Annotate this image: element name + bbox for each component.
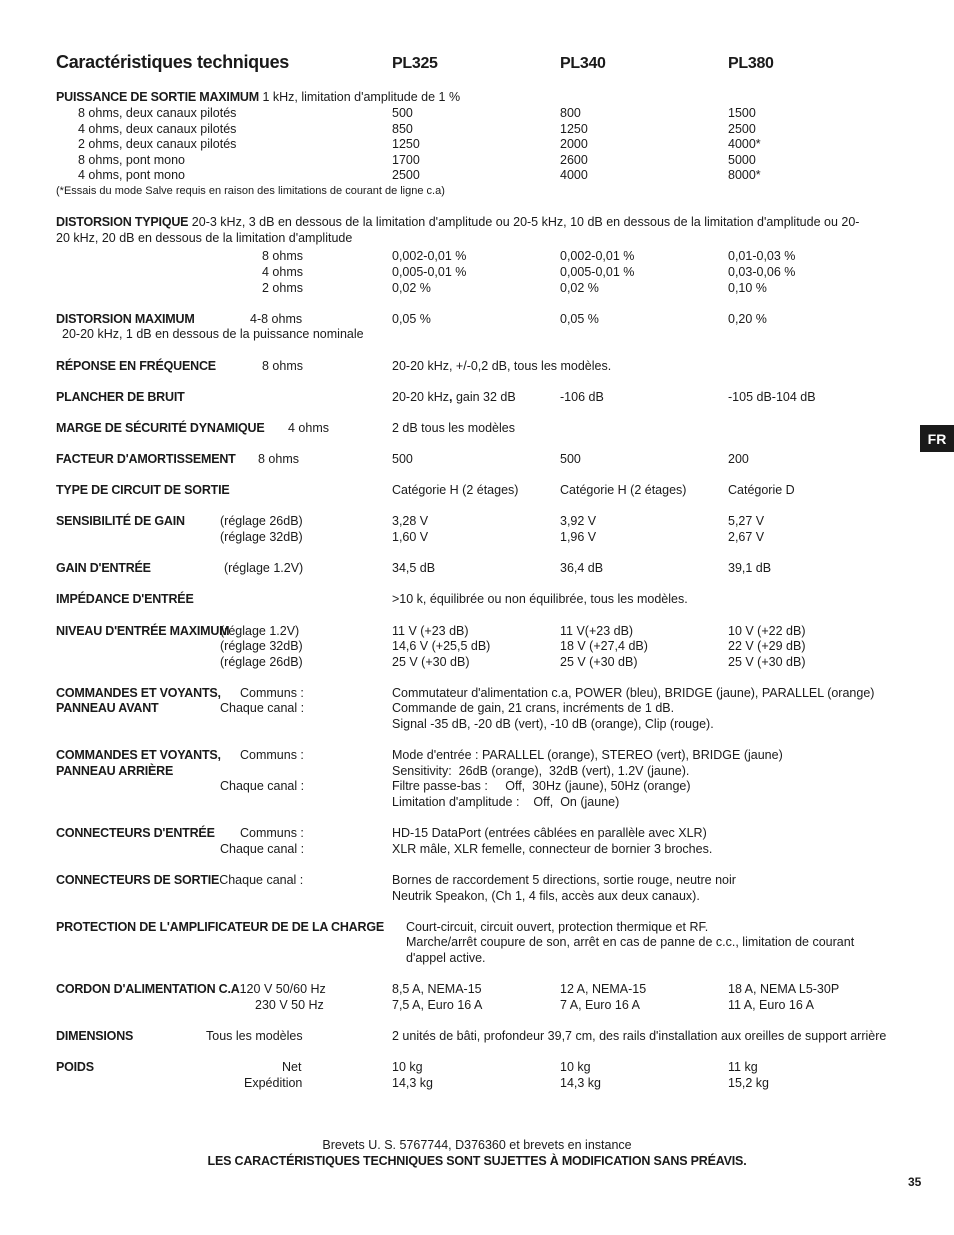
niveau-label: NIVEAU D'ENTRÉE MAXIMUM: [56, 624, 230, 638]
spec-value: 0,10 %: [728, 281, 767, 295]
spec-value: Mode d'entrée : PARALLEL (orange), STEREO (vert), BRIDGE (jaune): [392, 748, 783, 762]
spec-value: 1250: [560, 122, 588, 136]
distorsion-max-label: DISTORSION MAXIMUM: [56, 312, 195, 326]
cordon-label: CORDON D'ALIMENTATION C.A120 V 50/60 Hz: [56, 982, 326, 996]
spec-value: XLR mâle, XLR femelle, connecteur de bornier 3 broches.: [392, 842, 713, 856]
marge-label: MARGE DE SÉCURITÉ DYNAMIQUE: [56, 421, 265, 435]
spec-condition: Tous les modèles: [206, 1029, 303, 1043]
spec-value: >10 k, équilibrée ou non équilibrée, tous les modèles.: [392, 592, 688, 606]
spec-condition: Communs :: [240, 686, 304, 700]
spec-value: -105 dB-104 dB: [728, 390, 816, 404]
spec-value: 39,1 dB: [728, 561, 772, 575]
spec-value: Limitation d'amplitude : Off, On (jaune): [392, 795, 620, 809]
spec-value: Neutrik Speakon, (Ch 1, 4 fils, accès aux deux canaux).: [392, 889, 700, 903]
circuit-label: TYPE DE CIRCUIT DE SORTIE: [56, 483, 230, 497]
spec-value: 34,5 dB: [392, 561, 436, 575]
spec-value: 2 unités de bâti, profondeur 39,7 cm, des rails d'installation aux oreilles de support arrière: [392, 1029, 887, 1043]
spec-value: 25 V (+30 dB): [392, 655, 470, 669]
spec-condition: 8 ohms: [262, 359, 303, 373]
conn-sortie-label: CONNECTEURS DE SORTIEChaque canal :: [56, 873, 304, 887]
spec-value: 0,005-0,01 %: [560, 265, 635, 279]
spec-value: 14,3 kg: [392, 1076, 434, 1090]
spec-condition: 4 ohms: [262, 265, 303, 279]
model-pl325: PL325: [392, 55, 438, 72]
spec-condition: Expédition: [244, 1076, 303, 1090]
spec-value: 8,5 A, NEMA-15: [392, 982, 482, 996]
spec-value: 0,02 %: [392, 281, 431, 295]
spec-value: 7,5 A, Euro 16 A: [392, 998, 483, 1012]
spec-condition: 230 V 50 Hz: [255, 998, 324, 1012]
spec-value: 3,92 V: [560, 514, 597, 528]
spec-condition: Chaque canal :: [220, 779, 305, 793]
spec-value: Filtre passe-bas : Off, 30Hz (jaune), 50Hz (orange): [392, 779, 691, 793]
spec-condition: (réglage 26dB): [220, 655, 303, 669]
spec-value: 4000*: [728, 137, 761, 151]
spec-value: 15,2 kg: [728, 1076, 770, 1090]
spec-value: 0,05 %: [392, 312, 431, 326]
impedance-label: IMPÉDANCE D'ENTRÉE: [56, 592, 194, 606]
spec-value: 0,20 %: [728, 312, 767, 326]
puissance-heading: PUISSANCE DE SORTIE MAXIMUM 1 kHz, limitation d'amplitude de 1 %: [56, 90, 461, 104]
spec-value: Catégorie H (2 étages): [392, 483, 519, 497]
spec-value: 500: [392, 106, 413, 120]
spec-condition: (réglage 1.2V): [220, 624, 300, 638]
spec-value: Commande de gain, 21 crans, incréments de 1 dB.: [392, 701, 675, 715]
spec-value: 0,01-0,03 %: [728, 249, 796, 263]
spec-condition: Communs :: [240, 748, 304, 762]
poids-label: POIDS: [56, 1060, 94, 1074]
spec-value: 1,96 V: [560, 530, 597, 544]
spec-condition: Chaque canal :: [220, 842, 305, 856]
spec-value: Marche/arrêt coupure de son, arrêt en cas de panne de c.c., limitation de courant: [406, 935, 855, 949]
dimensions-label: DIMENSIONS: [56, 1029, 134, 1043]
spec-value: 0,002-0,01 %: [560, 249, 635, 263]
page-title: Caractéristiques techniques: [56, 52, 289, 72]
language-tab: FR: [920, 425, 954, 452]
spec-condition: (réglage 32dB): [220, 639, 303, 653]
spec-value: Court-circuit, circuit ouvert, protection thermique et RF.: [406, 920, 709, 934]
notice-text: LES CARACTÉRISTIQUES TECHNIQUES SONT SUJETTES À MODIFICATION SANS PRÉAVIS.: [207, 1154, 747, 1168]
spec-value: 18 V (+27,4 dB): [560, 639, 648, 653]
spec-value: d'appel active.: [406, 951, 486, 965]
spec-description: 20-20 kHz, 1 dB en dessous de la puissance nominale: [62, 327, 364, 341]
spec-condition: 8 ohms: [258, 452, 299, 466]
spec-value: 3,28 V: [392, 514, 429, 528]
spec-value: 5000: [728, 153, 756, 167]
spec-value: 4000: [560, 168, 588, 182]
sensibilite-label: SENSIBILITÉ DE GAIN: [56, 514, 185, 528]
spec-value: 8000*: [728, 168, 761, 182]
gain-label: GAIN D'ENTRÉE: [56, 561, 151, 575]
spec-value: 20-20 kHz, +/-0,2 dB, tous les modèles.: [392, 359, 612, 373]
spec-condition: 8 ohms, pont mono: [78, 153, 186, 167]
spec-value: HD-15 DataPort (entrées câblées en parallèle avec XLR): [392, 826, 707, 840]
reponse-label: RÉPONSE EN FRÉQUENCE: [56, 359, 216, 373]
spec-condition: Net: [282, 1060, 302, 1074]
spec-condition: Communs :: [240, 826, 304, 840]
spec-value: Bornes de raccordement 5 directions, sortie rouge, neutre noir: [392, 873, 736, 887]
conn-entree-label: CONNECTEURS D'ENTRÉE: [56, 826, 215, 840]
spec-value: 2600: [560, 153, 588, 167]
spec-condition: 8 ohms: [262, 249, 303, 263]
spec-value: Signal -35 dB, -20 dB (vert), -10 dB (orange), Clip (rouge).: [392, 717, 714, 731]
spec-value: 25 V (+30 dB): [560, 655, 638, 669]
plancher-label: PLANCHER DE BRUIT: [56, 390, 185, 404]
spec-value: 500: [392, 452, 413, 466]
spec-value: Commutateur d'alimentation c.a, POWER (bleu), BRIDGE (jaune), PARALLEL (orange): [392, 686, 875, 700]
spec-value: 11 V(+23 dB): [560, 624, 634, 638]
spec-value: 200: [728, 452, 749, 466]
patents-text: Brevets U. S. 5767744, D376360 et brevets en instance: [322, 1138, 632, 1152]
spec-value: 800: [560, 106, 581, 120]
cmd-avant-label: COMMANDES ET VOYANTS,: [56, 686, 221, 700]
spec-value: 14,3 kg: [560, 1076, 602, 1090]
spec-value: 10 kg: [560, 1060, 591, 1074]
spec-value: 850: [392, 122, 413, 136]
spec-condition: 8 ohms, deux canaux pilotés: [78, 106, 237, 120]
spec-value: 22 V (+29 dB): [728, 639, 806, 653]
spec-value: 500: [560, 452, 581, 466]
spec-value: 36,4 dB: [560, 561, 604, 575]
spec-value: Sensitivity: 26dB (orange), 32dB (vert), 1.2V (jaune).: [392, 764, 690, 778]
spec-value: 2,67 V: [728, 530, 765, 544]
spec-condition: 4-8 ohms: [250, 312, 303, 326]
spec-value: 11 V (+23 dB): [392, 624, 469, 638]
spec-condition: 2 ohms, deux canaux pilotés: [78, 137, 237, 151]
spec-condition: (réglage 26dB): [220, 514, 303, 528]
spec-value: 0,02 %: [560, 281, 599, 295]
spec-value: Catégorie H (2 étages): [560, 483, 687, 497]
spec-value: 2000: [560, 137, 588, 151]
spec-value: 11 A, Euro 16 A: [728, 998, 814, 1012]
footnote: (*Essais du mode Salve requis en raison des limitations de courant de ligne c.a): [56, 185, 445, 197]
spec-value: 1,60 V: [392, 530, 429, 544]
spec-value: 0,005-0,01 %: [392, 265, 467, 279]
spec-condition: Chaque canal :: [220, 701, 305, 715]
spec-value: 0,03-0,06 %: [728, 265, 796, 279]
spec-condition: (réglage 1.2V): [224, 561, 304, 575]
facteur-label: FACTEUR D'AMORTISSEMENT: [56, 452, 236, 466]
spec-value: 1250: [392, 137, 420, 151]
spec-value: -106 dB: [560, 390, 604, 404]
spec-condition: (réglage 32dB): [220, 530, 303, 544]
spec-value: 5,27 V: [728, 514, 765, 528]
spec-condition: 4 ohms: [288, 421, 329, 435]
spec-value: 10 kg: [392, 1060, 423, 1074]
spec-value: 1700: [392, 153, 420, 167]
spec-value: 0,05 %: [560, 312, 599, 326]
spec-value: 2500: [728, 122, 756, 136]
cmd-arriere-label: PANNEAU ARRIÈRE: [56, 764, 174, 778]
spec-value: 12 A, NEMA-15: [560, 982, 647, 996]
spec-condition: 2 ohms: [262, 281, 303, 295]
spec-value: Catégorie D: [728, 483, 795, 497]
spec-value: 1500: [728, 106, 756, 120]
distorsion-typique-heading: DISTORSION TYPIQUE 20-3 kHz, 3 dB en dessous de la limitation d'amplitude ou 20-5 kHz, 10 dB en dessous de la limitation d'amplitude ou 20-: [56, 215, 860, 229]
spec-condition: 4 ohms, pont mono: [78, 168, 186, 182]
spec-value: 25 V (+30 dB): [728, 655, 806, 669]
spec-value: 2500: [392, 168, 420, 182]
cmd-avant-label: PANNEAU AVANT: [56, 701, 159, 715]
spec-value: 2 dB tous les modèles: [392, 421, 515, 435]
spec-value: 18 A, NEMA L5-30P: [728, 982, 840, 996]
spec-value: 20-20 kHz, gain 32 dB: [392, 390, 516, 404]
spec-condition: 4 ohms, deux canaux pilotés: [78, 122, 237, 136]
cmd-arriere-label: COMMANDES ET VOYANTS,: [56, 748, 221, 762]
spec-value: 10 V (+22 dB): [728, 624, 806, 638]
model-pl380: PL380: [728, 55, 774, 72]
page-number: 35: [908, 1175, 922, 1189]
spec-value: 11 kg: [728, 1060, 758, 1074]
protection-label: PROTECTION DE L'AMPLIFICATEUR DE DE LA CHARGE: [56, 920, 384, 934]
model-pl340: PL340: [560, 55, 606, 72]
spec-value: 0,002-0,01 %: [392, 249, 467, 263]
spec-value: 7 A, Euro 16 A: [560, 998, 640, 1012]
spec-value: 14,6 V (+25,5 dB): [392, 639, 491, 653]
spec-description: 20 kHz, 20 dB en dessous de la limitation d'amplitude: [56, 231, 353, 245]
